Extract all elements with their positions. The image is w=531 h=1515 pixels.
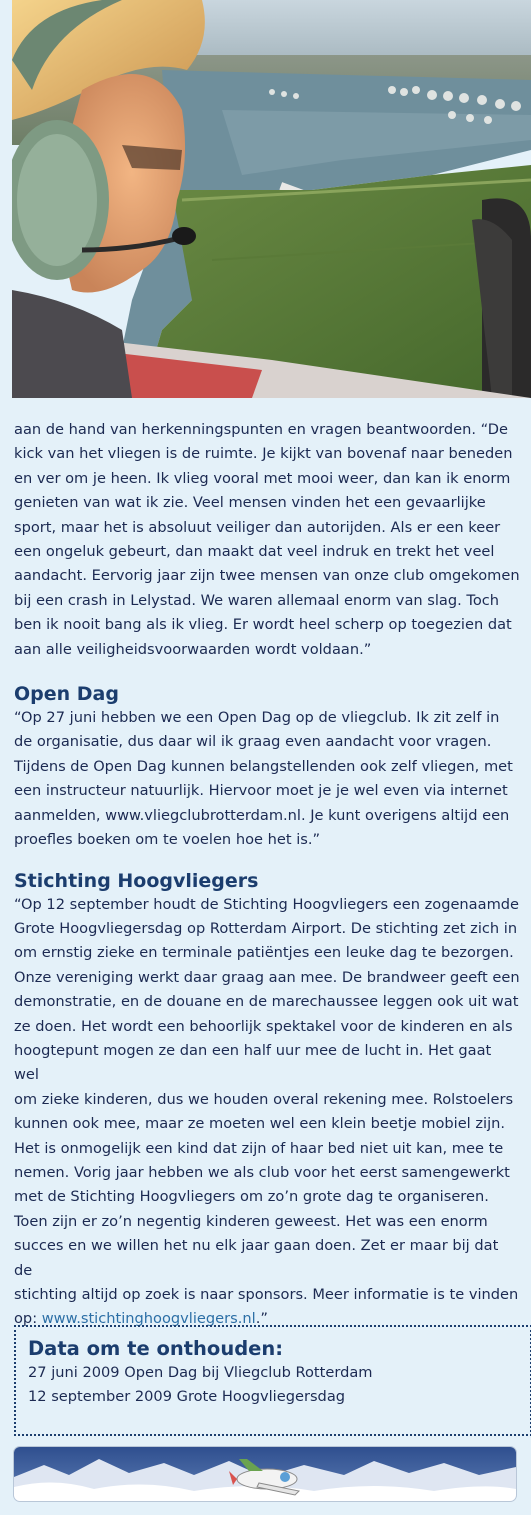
stichting-paragraph xyxy=(14,893,520,1332)
dates-to-remember-box xyxy=(14,1325,531,1436)
pilot-aerial-photo xyxy=(12,0,531,398)
article-body xyxy=(14,418,520,1332)
intro-paragraph: aan de hand van herkenningspunten en vragen beantwoorden. “De kick van het vliegen is de ruimte. Je kijkt van bovenaf naar beneden en ver om je heen. Ik vlieg vooral met mooi weer, dan kan ik enorm genieten van wat ik zie. Veel mensen vinden het een gevaarlijke sport, maar het is absoluut veiliger dan autorijden. Als er een keer een ongeluk gebeurt, dan maakt dat veel indruk en trekt het veel aandacht. Eervorig jaar zijn twee mensen van onze club omgekomen bij een crash in Lelystad. We waren allemaal enorm van slag. Toch ben ik nooit bang als ik vlieg. Er wordt heel scherp op toegezien dat aan alle veiligheidsvoorwaarden wordt voldaan.” xyxy=(14,421,520,658)
open-dag-paragraph: “Op 27 juni hebben we een Open Dag op de vliegclub. Ik zit zelf in de organisatie, dus daar wil ik graag even aandacht voor vragen. Tijdens de Open Dag kunnen belangstellenden ook zelf vliegen, met een instructeur natuurlijk. Hiervoor moet je je wel even via internet aanmelden, www.vliegclubrotterdam.nl. Je kunt overigens altijd een proefles boeken om te voelen hoe het is.” xyxy=(14,709,513,849)
stichting-paragraph-closing: .” xyxy=(255,1310,268,1328)
plane-banner-image xyxy=(14,1447,516,1501)
date-item: 27 juni 2009 Open Dag bij Vliegclub Rotterdam xyxy=(28,1364,373,1381)
section-heading-stichting-hoogvliegers: Stichting Hoogvliegers xyxy=(14,869,259,892)
stichting-website-link[interactable]: www.stichtinghoogvliegers.nl xyxy=(41,1310,256,1328)
section-heading-open-dag: Open Dag xyxy=(14,683,119,706)
date-item: 12 september 2009 Grote Hoogvliegersdag xyxy=(28,1388,346,1405)
stichting-paragraph-text: “Op 12 september houdt de Stichting Hoogvliegers een zogenaamde Grote Hoogvliegersdag op Rotterdam Airport. De stichting zet zich in om ernstig zieke en terminale patiëntjes een leuke dag te bezorgen. Onze vereniging werkt daar graag aan mee. De brandweer geeft een demonstratie, en de douane en de marechaussee leggen ook uit wat ze doen. Het wordt een behoorlijk spektakel voor de kinderen en als hoogtepunt mogen ze dan een half uur mee de lucht in. Het gaat wel om zieke kinderen, dus we houden overal rekening mee. Rolstoelers kunnen ook mee, maar ze moeten wel een klein beetje mobiel zijn. Het is onmogelijk een kind dat zijn of haar bed niet uit kan, mee te nemen. Vorig jaar hebben we als club voor het eerst samengewerkt met de Stichting Hoogvliegers om zo’n grote dag te organiseren. Toen zijn er zo’n negentig kinderen geweest. Het was een enorm succes en we willen het nu elk jaar gaan doen. Zet er maar bij dat de stichting altijd op zoek is naar sponsors. Meer informatie is te vinden op: xyxy=(14,895,520,1328)
dates-box-title: Data om te onthouden: xyxy=(28,1337,284,1360)
